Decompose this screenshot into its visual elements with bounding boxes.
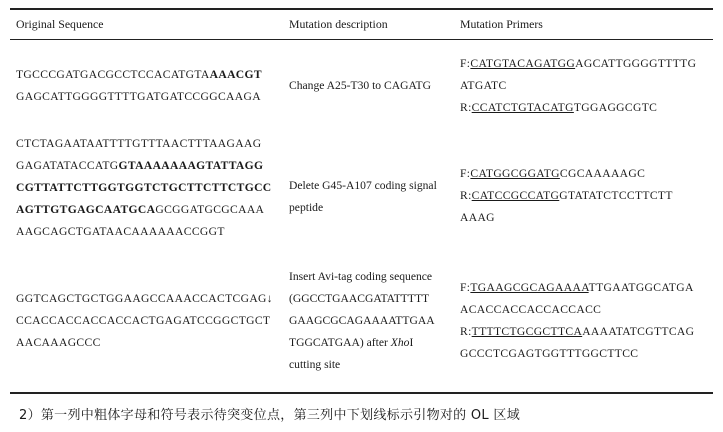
text-segment: GTATATCTCCTTCTT	[559, 189, 673, 202]
cell-line	[289, 266, 435, 288]
mutation-site-bold: GTAAAAAAAGTATTAGG	[118, 159, 264, 172]
ol-region-underlined: CATGGCGGATG	[470, 167, 560, 180]
text-segment: Xho	[390, 336, 410, 349]
text-segment: AAAATATCGTTCAG	[582, 325, 695, 338]
cell-line	[289, 75, 431, 97]
cell-line	[289, 288, 435, 310]
ol-region-underlined: CCATCTGTACATG	[471, 101, 574, 114]
row3-mutation-primers	[460, 277, 694, 365]
text-segment: GGTCAGCTGCTGGAAGCCAAACCACTCGAG	[16, 292, 267, 305]
text-segment: F:	[460, 57, 471, 70]
row2-mutation-description	[289, 175, 437, 219]
row3-mutation-description	[289, 266, 435, 376]
ol-region-underlined: CATGTACAGATGG	[470, 57, 576, 70]
cell-line	[460, 207, 673, 229]
text-segment: TGGCATGAA) after	[289, 336, 391, 349]
mutation-site-bold: AAACGT	[209, 68, 262, 81]
ol-region-underlined: TTTTCTGCGCTTCA	[471, 325, 583, 338]
cell-line	[16, 177, 272, 199]
cell-line	[16, 199, 272, 221]
text-segment: AAGCAGCTGATAACAAAAAACCGGT	[16, 225, 225, 238]
text-segment: R:	[460, 101, 472, 114]
text-segment: I	[409, 336, 414, 349]
text-segment: Insert Avi-tag coding sequence	[289, 270, 433, 283]
text-segment: GAGATATACCATG	[16, 159, 119, 172]
ol-region-underlined: CATCCGCCATG	[471, 189, 560, 202]
text-segment: Change A25-T30 to CAGATG	[289, 79, 432, 92]
cell-line	[289, 197, 437, 219]
row1-mutation-primers	[460, 53, 696, 119]
text-segment: (GGCCTGAACGATATTTTT	[289, 292, 430, 305]
text-segment: Delete G45-A107 coding signal	[289, 179, 437, 192]
cell-line	[460, 53, 696, 75]
cell-line	[16, 86, 262, 108]
row1-original-sequence	[16, 64, 262, 108]
cell-line	[460, 277, 694, 299]
text-segment: GCGGATGCGCAAA	[155, 203, 265, 216]
table-header-rule	[10, 39, 713, 40]
cell-line	[16, 288, 273, 310]
text-segment: AGCATTGGGGTTTTG	[575, 57, 697, 70]
text-segment: AACAAAGCCC	[16, 336, 101, 349]
mutation-site-bold: ↓	[266, 292, 273, 305]
text-segment: GAAGCGCAGAAAATTGAA	[289, 314, 435, 327]
text-segment: peptide	[289, 201, 324, 214]
text-segment: CGCAAAAAGC	[559, 167, 646, 180]
text-segment: ACACCACCACCACCACC	[460, 303, 602, 316]
text-segment: CCACCACCACCACCACTGAGATCCGGCTGCT	[16, 314, 271, 327]
text-segment: F:	[460, 281, 471, 294]
header-mutation-primers: Mutation Primers	[460, 17, 543, 31]
cell-line	[16, 64, 262, 86]
mutation-table	[10, 8, 713, 394]
text-segment: CTCTAGAATAATTTTGTTTAACTTTAAGAAG	[16, 137, 262, 150]
cell-line	[460, 299, 694, 321]
row2-original-sequence	[16, 133, 272, 243]
table-footnote: 2）第一列中粗体字母和符号表示待突变位点，第三列中下划线标示引物对的 OL 区域	[19, 408, 521, 423]
cell-line	[289, 354, 435, 376]
row2-mutation-primers	[460, 163, 673, 229]
table-bottom-rule	[10, 392, 713, 394]
cell-line	[460, 185, 673, 207]
text-segment: TGCCCGATGACGCCTCCACATGTA	[16, 68, 210, 81]
cell-line	[460, 343, 694, 365]
ol-region-underlined: TGAAGCGCAGAAAA	[470, 281, 589, 294]
text-segment: GCCCTCGAGTGGTTTGGCTTCC	[460, 347, 639, 360]
text-segment: F:	[460, 167, 471, 180]
mutation-site-bold: CGTTATTCTTGGTGGTCTGCTTCTTCTGCC	[16, 181, 272, 194]
cell-line	[16, 310, 273, 332]
table-top-rule	[10, 8, 713, 10]
text-segment: R:	[460, 325, 472, 338]
text-segment: TGGAGGCGTC	[573, 101, 658, 114]
text-segment: TTGAATGGCATGA	[588, 281, 694, 294]
cell-line	[460, 75, 696, 97]
text-segment: cutting site	[289, 358, 341, 371]
text-segment: GAGCATTGGGGTTTTGATGATCCGGCAAGA	[16, 90, 261, 103]
cell-line	[289, 175, 437, 197]
cell-line	[460, 163, 673, 185]
text-segment: AAAG	[460, 211, 495, 224]
cell-line	[16, 133, 272, 155]
row3-original-sequence	[16, 288, 273, 354]
row1-mutation-description	[289, 75, 431, 97]
cell-line	[460, 97, 696, 119]
cell-line	[16, 221, 272, 243]
header-original-sequence: Original Sequence	[16, 17, 104, 31]
cell-line	[16, 155, 272, 177]
mutation-site-bold: AGTTGTGAGCAATGCA	[16, 203, 156, 216]
cell-line	[289, 332, 435, 354]
cell-line	[16, 332, 273, 354]
text-segment: ATGATC	[460, 79, 507, 92]
cell-line	[460, 321, 694, 343]
header-mutation-description: Mutation description	[289, 17, 388, 31]
cell-line	[289, 310, 435, 332]
text-segment: R:	[460, 189, 472, 202]
